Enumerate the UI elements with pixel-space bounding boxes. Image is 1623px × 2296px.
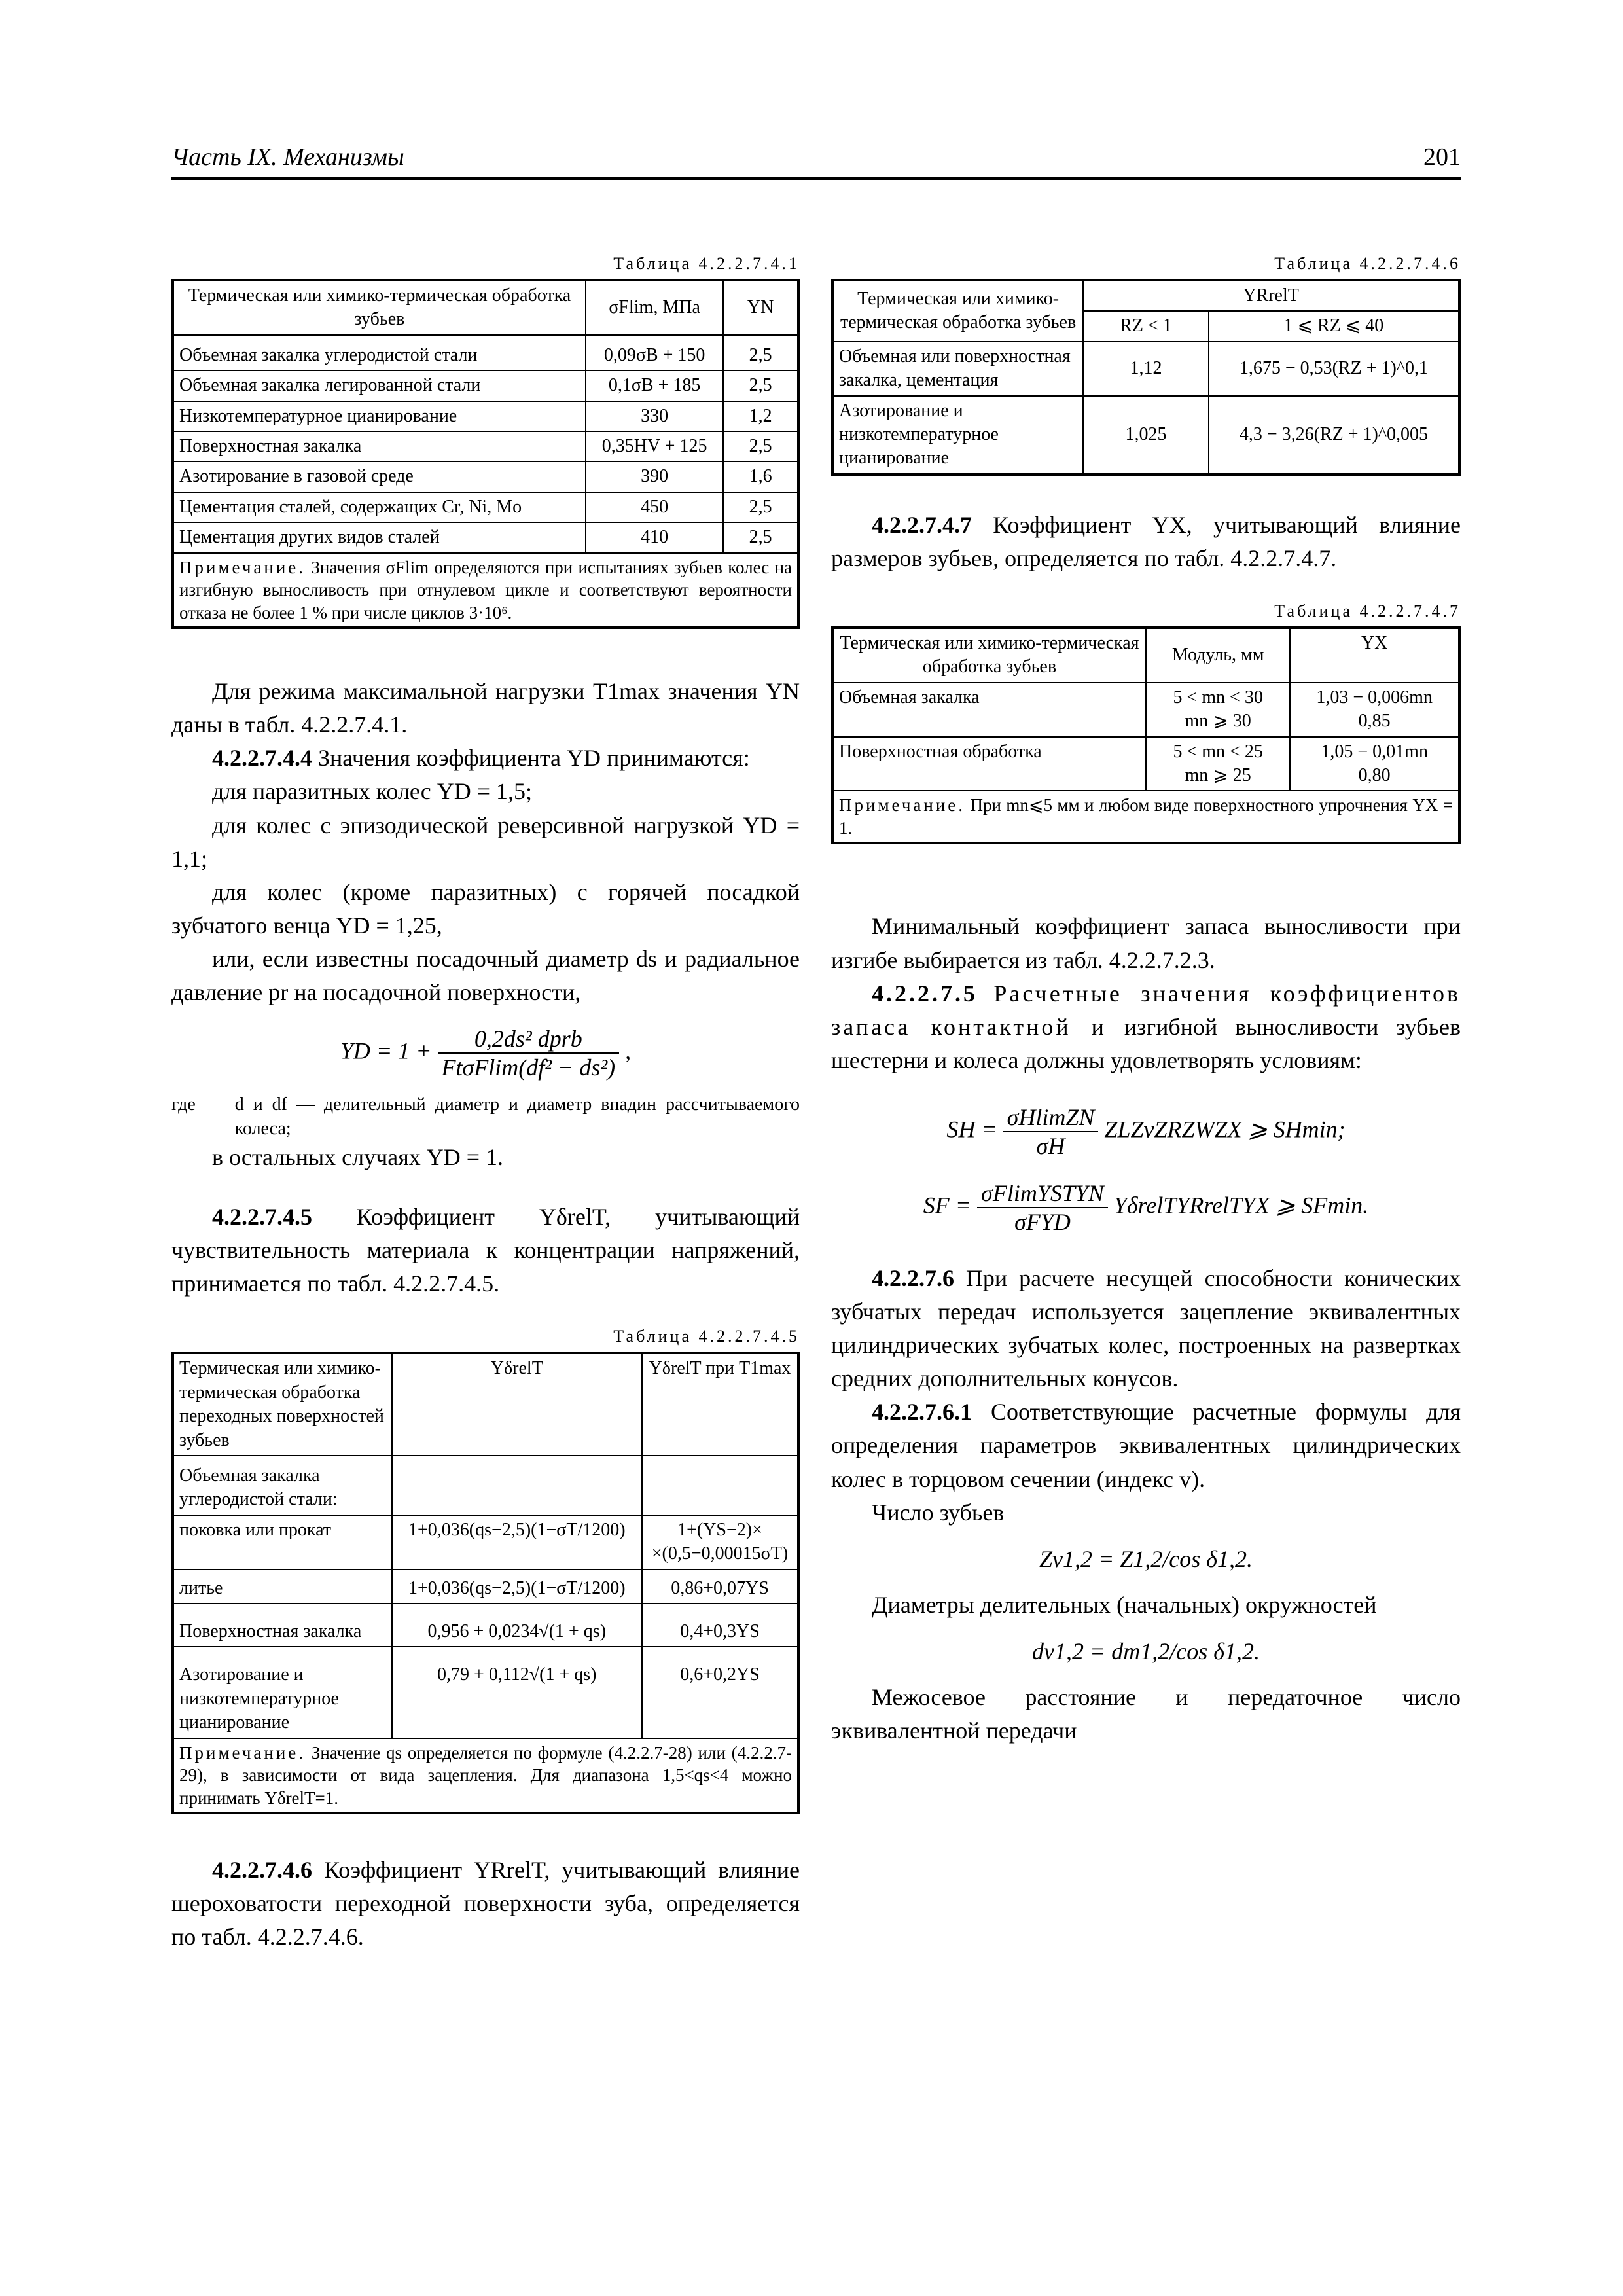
- paragraph: [171, 1200, 800, 1300]
- paragraph: [831, 1395, 1461, 1496]
- table-cell: 0,09σB + 150: [586, 335, 723, 370]
- fraction-denominator: σFYD: [1014, 1208, 1071, 1235]
- table-cell: 1,12: [1083, 342, 1209, 396]
- section-number: 4.2.2.7.4.5: [212, 1204, 312, 1230]
- where-label: где: [171, 1094, 196, 1115]
- formula-sf: [831, 1179, 1461, 1236]
- formula-yd: YD = 1 + $\frac{\text{0,2ds² dprb}}{\text{FtσFlim(df² − ds²)}}$ ,: [340, 1026, 632, 1081]
- note-text: При mn⩽5 мм и любом виде поверхностного упрочнения YX = 1.: [839, 795, 1454, 838]
- table-row: [173, 461, 798, 492]
- paragraph: [831, 977, 1461, 1077]
- table-cell: 1,2: [723, 401, 798, 431]
- paragraph: Межосевое расстояние и передаточное число эквивалентной передачи: [831, 1683, 1461, 1744]
- table-cell: 410: [586, 522, 723, 552]
- table-row: [173, 335, 798, 370]
- table-cell: 1,675 − 0,53(RZ + 1)^0,1: [1209, 342, 1459, 396]
- note-label: Примечание.: [179, 1742, 306, 1763]
- table-cell: Объемная закалка углеродистой стали: [173, 335, 586, 370]
- table-4-2-2-7-4-7: [831, 626, 1461, 844]
- table-cell: Объемная или поверхностная закалка, цементация: [832, 342, 1083, 396]
- paragraph: Для режима максимальной нагрузки T1max значения YN даны в табл. 4.2.2.7.4.1.: [171, 678, 800, 738]
- paragraph: Минимальный коэффициент запаса выносливости при изгибе выбирается из табл. 4.2.2.7.2.3.: [831, 913, 1461, 973]
- column-header: Модуль, мм: [1146, 628, 1290, 683]
- table-cell: Азотирование в газовой среде: [173, 461, 586, 492]
- formula-zv: Zv1,2 = Z1,2/cos δ1,2.: [1039, 1545, 1253, 1572]
- table-row: [173, 1515, 798, 1570]
- column-subheader: RZ < 1: [1083, 311, 1209, 341]
- table-cell: 0,86+0,07YS: [642, 1570, 798, 1604]
- table-cell: 0,35HV + 125: [586, 431, 723, 461]
- table-cell: 1,05 − 0,01mn 0,80: [1290, 737, 1459, 791]
- column-header: YRrelT: [1083, 280, 1459, 311]
- column-header: YδrelT при T1max: [642, 1353, 798, 1456]
- paragraph: Диаметры делительных (начальных) окружностей: [872, 1591, 1377, 1618]
- table-cell: Объемная закалка легированной стали: [173, 370, 586, 401]
- column-header: σFlim, МПа: [586, 280, 723, 335]
- table-cell: 1,03 − 0,006mn 0,85: [1290, 683, 1459, 737]
- column-header: Термическая или химико-термическая обработка зубьев: [832, 628, 1146, 683]
- column-header: Термическая или химико-термическая обработка зубьев: [832, 280, 1083, 342]
- table-cell: Цементация других видов сталей: [173, 522, 586, 552]
- fraction-denominator: FtσFlim(df² − ds²): [441, 1054, 616, 1081]
- formula-lhs: YD = 1 +: [340, 1037, 432, 1064]
- table-cell: 5 < mn < 25 mn ⩾ 25: [1146, 737, 1290, 791]
- table-cell: Цементация сталей, содержащих Cr, Ni, Mo: [173, 492, 586, 522]
- paragraph: [831, 1262, 1461, 1395]
- fraction-numerator: σHlimZN: [1003, 1103, 1099, 1132]
- table-4-2-2-7-4-6: [831, 279, 1461, 476]
- section-number: 4.2.2.7.6.1: [872, 1399, 972, 1426]
- paragraph: [831, 509, 1461, 575]
- formula-rhs: YδrelTYRrelTYX ⩾ SFmin.: [1113, 1192, 1369, 1219]
- paragraph: [171, 742, 800, 775]
- table-cell: 450: [586, 492, 723, 522]
- section-number: 4.2.2.7.4.7: [872, 511, 972, 538]
- table-cell: 1,025: [1083, 396, 1209, 475]
- section-number: 4.2.2.7.6: [872, 1265, 954, 1291]
- formula-fraction: [977, 1179, 1108, 1236]
- paragraph-text: Коэффициент YRrelT, учитывающий влияние шероховатости переходной поверхности зуба, определяется по табл. 4.2.2.7.4.6.: [171, 1857, 800, 1950]
- table-cell: [392, 1456, 642, 1515]
- list-item: для колес (кроме паразитных) с горячей посадкой зубчатого венца YD = 1,25,: [171, 878, 800, 939]
- table-cell: Объемная закалка: [832, 683, 1146, 737]
- right-column: [831, 254, 1461, 1748]
- formula-fraction: [1003, 1103, 1099, 1160]
- header-rule: [171, 177, 1461, 180]
- table-row: [173, 370, 798, 401]
- table-cell: поковка или прокат: [173, 1515, 392, 1570]
- fraction-numerator: 0,2ds² dprb: [438, 1025, 620, 1054]
- note-text: Значения σFlim определяются при испытаниях зубьев колес на изгибную выносливость при отнулевом цикле и соответствуют вероятности отказа не более 1 % при числе циклов 3·10⁶.: [179, 557, 793, 622]
- paragraph: Число зубьев: [872, 1499, 1005, 1526]
- page-number: 201: [1423, 143, 1461, 171]
- note-label: Примечание.: [839, 795, 966, 816]
- table-row: [173, 431, 798, 461]
- paragraph-text: При расчете несущей способности конических зубчатых передач используется зацепление эквивалентных цилиндрических зубчатых колес, построенных на развертках средних дополнительных конусов.: [831, 1265, 1461, 1392]
- table-row: [173, 1570, 798, 1604]
- table-caption: Таблица 4.2.2.7.4.5: [613, 1327, 800, 1346]
- table-row: [173, 1456, 798, 1515]
- table-cell: 2,5: [723, 431, 798, 461]
- table-row: [173, 492, 798, 522]
- table-row: [173, 401, 798, 431]
- table-row: [832, 737, 1459, 791]
- list-item: для паразитных колес YD = 1,5;: [212, 778, 533, 805]
- table-caption: Таблица 4.2.2.7.4.6: [1274, 254, 1461, 273]
- table-cell: 390: [586, 461, 723, 492]
- table-cell: 1+0,036(qs−2,5)(1−σT/1200): [392, 1515, 642, 1570]
- table-caption: Таблица 4.2.2.7.4.1: [613, 254, 800, 273]
- paragraph-text: Коэффициент YδrelT, учитывающий чувствительность материала к концентрации напряжений, принимается по табл. 4.2.2.7.4.5.: [171, 1204, 800, 1297]
- table-cell: 2,5: [723, 522, 798, 552]
- running-header: [171, 143, 1461, 179]
- paragraph: [171, 1854, 800, 1954]
- table-cell: 330: [586, 401, 723, 431]
- table-cell: Поверхностная закалка: [173, 431, 586, 461]
- formula-fraction: [438, 1025, 620, 1081]
- table-note: [173, 1738, 798, 1814]
- column-header: YX: [1290, 628, 1459, 683]
- section-number: 4.2.2.7.4.4: [212, 745, 312, 772]
- fraction-numerator: σFlimYSTYN: [977, 1179, 1108, 1208]
- paragraph: в остальных случаях YD = 1.: [212, 1144, 504, 1171]
- paragraph-text: Соответствующие расчетные формулы для определения параметров эквивалентных цилиндрических колес в торцовом сечении (индекс v).: [831, 1399, 1461, 1492]
- table-cell: Низкотемпературное цианирование: [173, 401, 586, 431]
- table-row: [832, 342, 1459, 396]
- fraction-denominator: σH: [1036, 1132, 1065, 1159]
- section-number: 4.2.2.7.5: [872, 980, 978, 1007]
- table-note: [173, 553, 798, 628]
- formula-sh: [831, 1103, 1461, 1160]
- table-cell: 1+(YS−2)× ×(0,5−0,00015σT): [642, 1515, 798, 1570]
- table-cell: 0,6+0,2YS: [642, 1647, 798, 1738]
- formula-lhs: SF =: [923, 1192, 972, 1219]
- table-cell: Объемная закалка углеродистой стали:: [173, 1456, 392, 1515]
- column-header: Термическая или химико-термическая обработка зубьев: [173, 280, 586, 335]
- table-row: [173, 522, 798, 552]
- table-cell: Азотирование и низкотемпературное цианирование: [832, 396, 1083, 475]
- table-cell: 2,5: [723, 492, 798, 522]
- table-cell: 0,1σB + 185: [586, 370, 723, 401]
- formula-rhs: ZLZvZRZWZX ⩾ SHmin;: [1104, 1116, 1346, 1143]
- where-text: d и df — делительный диаметр и диаметр впадин рассчитываемого колеса;: [234, 1094, 800, 1139]
- list-item: для колес с эпизодической реверсивной нагрузкой YD = 1,1;: [171, 812, 800, 872]
- table-cell: литье: [173, 1570, 392, 1604]
- table-row: [832, 683, 1459, 737]
- table-caption: Таблица 4.2.2.7.4.7: [1274, 601, 1461, 620]
- table-note: [832, 791, 1459, 843]
- chapter-title: Часть IX. Механизмы: [171, 143, 404, 171]
- formula-dv: dv1,2 = dm1,2/cos δ1,2.: [1032, 1638, 1260, 1664]
- column-header: YδrelT: [392, 1353, 642, 1456]
- table-cell: 0,79 + 0,112√(1 + qs): [392, 1647, 642, 1738]
- table-cell: 5 < mn < 30 mn ⩾ 30: [1146, 683, 1290, 737]
- table-row: [173, 1647, 798, 1738]
- table-cell: 2,5: [723, 335, 798, 370]
- table-4-2-2-7-4-5: [171, 1352, 800, 1814]
- table-row: [173, 1604, 798, 1647]
- section-number: 4.2.2.7.4.6: [212, 1857, 312, 1884]
- table-cell: 4,3 − 3,26(RZ + 1)^0,005: [1209, 396, 1459, 475]
- paragraph-text: изгибной выносливости зубьев шестерни и колеса должны удовлетворять условиям:: [831, 1013, 1461, 1073]
- formula-lhs: SH =: [946, 1116, 997, 1143]
- note-text: Значение qs определяется по формуле (4.2.2.7-28) или (4.2.2.7-29), в зависимости от вида зацепления. Для диапазона 1,5<qs<4 можно принимать YδrelT=1.: [179, 1742, 792, 1808]
- paragraph-text: Значения коэффициента YD принимаются:: [312, 745, 750, 772]
- column-subheader: 1 ⩽ RZ ⩽ 40: [1209, 311, 1459, 341]
- table-row: [832, 396, 1459, 475]
- column-header: YN: [723, 280, 798, 335]
- column-header: Термическая или химико-термическая обработка переходных поверхностей зубьев: [173, 1353, 392, 1456]
- list-item: или, если известны посадочный диаметр ds и радиальное давление pr на посадочной поверхности,: [171, 946, 800, 1006]
- table-4-2-2-7-4-1: [171, 279, 800, 629]
- table-cell: Поверхностная обработка: [832, 737, 1146, 791]
- table-cell: 0,4+0,3YS: [642, 1604, 798, 1647]
- table-cell: 1,6: [723, 461, 798, 492]
- table-cell: [642, 1456, 798, 1515]
- note-label: Примечание.: [179, 557, 306, 577]
- paragraph-text: Коэффициент YX, учитывающий влияние размеров зубьев, определяется по табл. 4.2.2.7.4.7.: [831, 511, 1461, 571]
- table-cell: 0,956 + 0,0234√(1 + qs): [392, 1604, 642, 1647]
- table-cell: 2,5: [723, 370, 798, 401]
- spaced-text: Расчетные значения коэффициентов запаса контактной и: [831, 980, 1461, 1040]
- left-column: [171, 254, 800, 1954]
- table-cell: 1+0,036(qs−2,5)(1−σT/1200): [392, 1570, 642, 1604]
- table-cell: Поверхностная закалка: [173, 1604, 392, 1647]
- table-cell: Азотирование и низкотемпературное цианирование: [173, 1647, 392, 1738]
- where-block: [171, 1093, 800, 1141]
